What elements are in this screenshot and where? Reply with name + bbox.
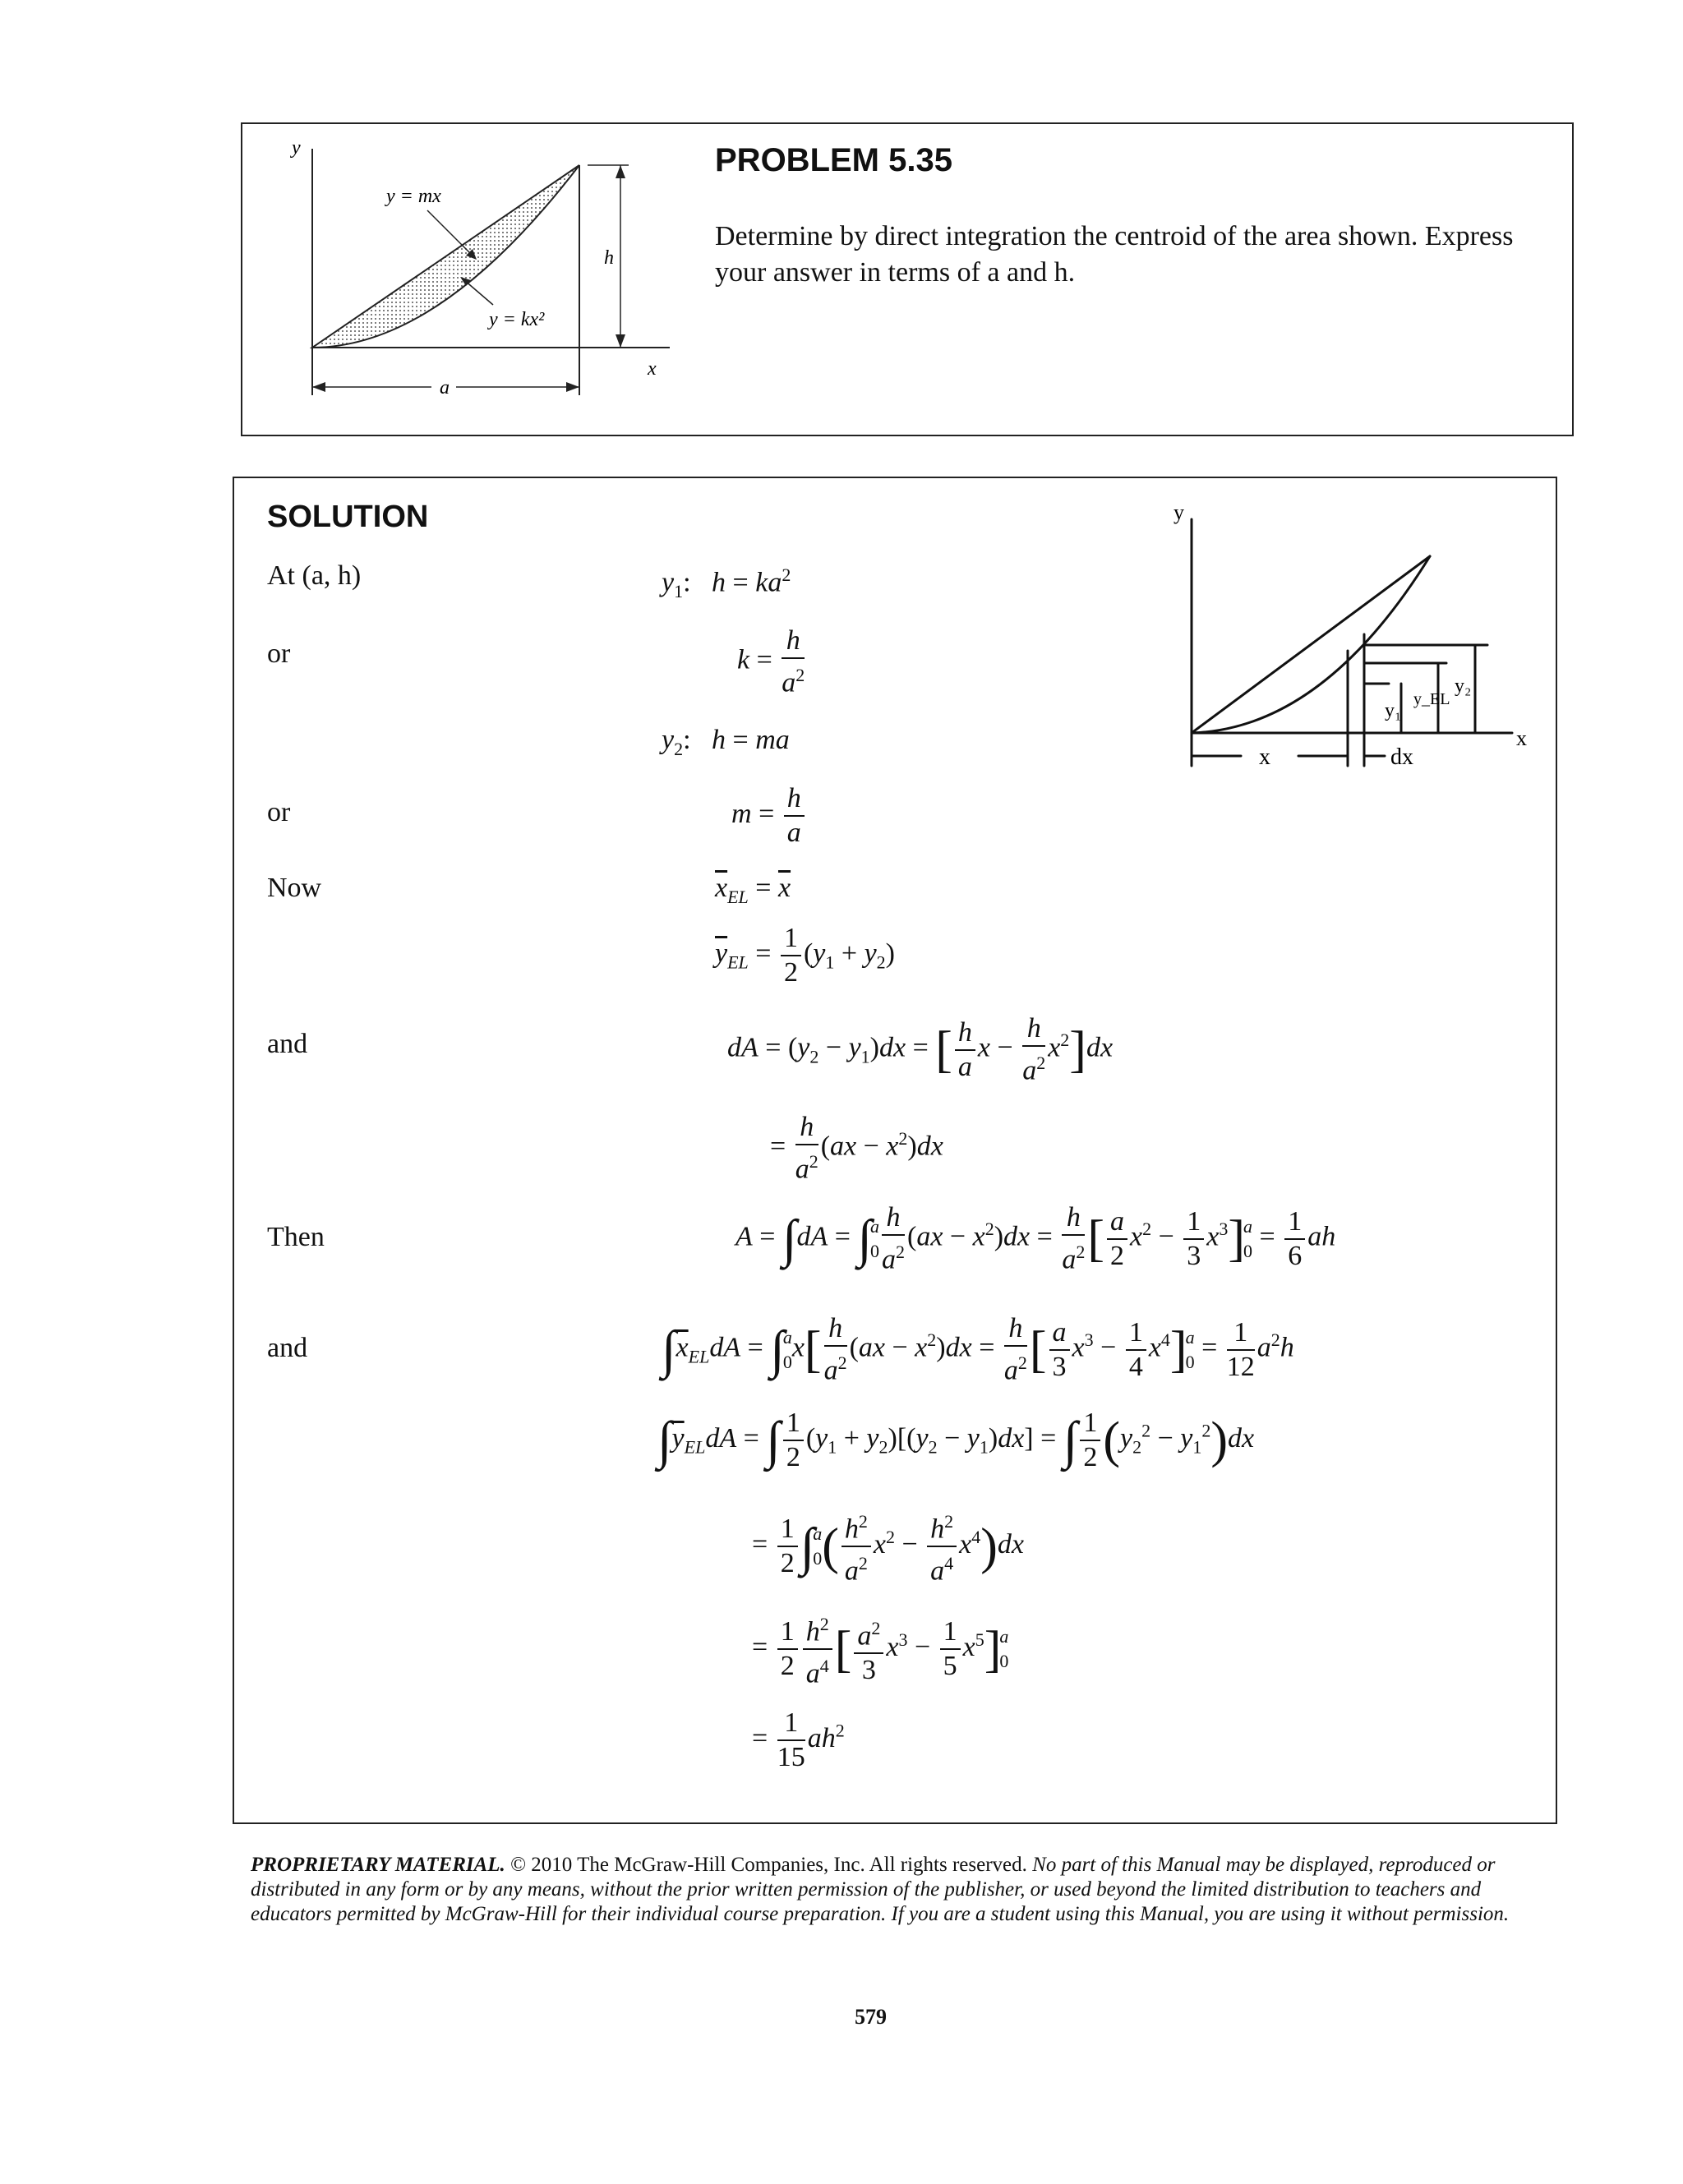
eq-k: k = $\frac{h}{a^2}$ bbox=[737, 625, 805, 698]
solution-sketch bbox=[1167, 495, 1529, 790]
y-axis-label: y bbox=[292, 137, 301, 159]
eq-y2-condition: $y_2$: h = ma bbox=[662, 725, 790, 759]
sketch-x-dim: x bbox=[1259, 744, 1270, 770]
eq-y1-condition: $y_1$: $h = ka^2$ bbox=[662, 564, 791, 602]
x-axis-label: x bbox=[648, 358, 657, 380]
eq-area: A = ∫dA = ∫ a 0 $\frac{h}{a^2}$ $(ax - x^2)dx$ = $\frac{h}{a^2}$ [ $\frac{a}{2}$ $x^2$ − $\frac{1}{3}$ $x^3$] a 0 = $\frac{1}{6}$ ah bbox=[735, 1202, 1336, 1275]
eq-y-moment-result: = $\frac{1}{15}$ $ah^2$ bbox=[752, 1707, 845, 1772]
label-and-2: and bbox=[267, 1333, 308, 1363]
eq-dA: dA = $(y_2 - y_1)dx$ = [ $\frac{h}{a}$ x − $\frac{h}{a^2}$ $x^2]dx$ bbox=[727, 1013, 1114, 1086]
label-and-1: and bbox=[267, 1029, 308, 1059]
sketch-yel-label: y_EL bbox=[1413, 690, 1450, 708]
sketch-x-label: x bbox=[1516, 726, 1527, 750]
problem-box bbox=[241, 122, 1574, 436]
label-then: Then bbox=[267, 1222, 325, 1252]
eq-y-moment: $\int\overline{y}_{EL}dA$ = ∫ $\frac{1}{2}$ $(y_1 + y_2)[(y_2 - y_1)dx]$ = ∫ $\frac{1}{2}$ $(y_2^2 - y_1^2)dx$ bbox=[657, 1408, 1255, 1472]
eq-dA-simplified: = $\frac{h}{a^2}$ $(ax - x^2)dx$ bbox=[770, 1112, 943, 1185]
eq-y-el: $\overline{y}_{EL}$ = $\frac{1}{2}$ $(y_1 + y_2)$ bbox=[715, 923, 895, 988]
solution-box bbox=[233, 477, 1557, 1824]
solution-title: SOLUTION bbox=[267, 500, 429, 534]
problem-figure bbox=[242, 124, 703, 436]
footer-copyright: © 2010 The McGraw-Hill Companies, Inc. All rights reserved. bbox=[510, 1854, 1027, 1876]
eq-y-moment-step2: = $\frac{1}{2}$ ∫ a 0 ( $\frac{h^2}{a^2}$ $x^2$ − $\frac{h^2}{a^4}$ $x^4)dx$ bbox=[752, 1505, 1024, 1588]
line-label: y = mx bbox=[386, 186, 441, 207]
eq-x-moment: $\int\overline{x}_{EL}dA$ = ∫ a 0 x[ $\frac{h}{a^2}$ $(ax - x^2)dx$ = $\frac{h}{a^2}$ [ $\frac{a}{3}$ $x^3$ − $\frac{1}{4}$ $x^4$] a 0 = $\frac{1}{12}$ $a^2h$ bbox=[662, 1313, 1294, 1386]
label-or-1: or bbox=[267, 638, 291, 669]
sketch-dx-dim: dx bbox=[1390, 744, 1413, 770]
eq-m: m = $\frac{h}{a}$ bbox=[731, 782, 807, 850]
eq-x-el: $\overline{x}_{EL} = \overline{x}$ bbox=[715, 873, 791, 907]
footer-bold-label: PROPRIETARY MATERIAL. bbox=[251, 1854, 505, 1876]
height-label: h bbox=[604, 247, 614, 269]
page-number: 579 bbox=[855, 2005, 887, 2029]
problem-title: PROBLEM 5.35 bbox=[715, 142, 952, 178]
problem-statement: Determine by direct integration the centroid of the area shown. Express your answer in terms of a and h. bbox=[715, 221, 1514, 288]
sketch-y-label: y bbox=[1173, 500, 1184, 524]
label-now: Now bbox=[267, 873, 322, 903]
sketch-y1-label: y₁ bbox=[1385, 700, 1402, 721]
label-at-point: At (a, h) bbox=[267, 560, 362, 591]
footer-notice bbox=[251, 1853, 1526, 1927]
footer-notice-text: No part of this Manual may be displayed, reproduced or distributed in any form or by any means, without the prior written permission of the publisher, or used beyond the limited distribution to teachers and educators permitted by McGraw-Hill for their individual course preparation. If you are a student using this Manual, you are using it without permission. bbox=[251, 1854, 1510, 1925]
curve-label: y = kx² bbox=[489, 309, 545, 330]
sketch-y2-label: y₂ bbox=[1455, 675, 1472, 697]
label-or-2: or bbox=[267, 797, 291, 827]
width-label: a bbox=[440, 377, 450, 399]
eq-y-moment-step3: = $\frac{1}{2}$ $\frac{h^2}{a^4}$ [ $\frac{a^2}{3}$ $x^3$ − $\frac{1}{5}$ $x^5$] a 0 bbox=[752, 1608, 1008, 1691]
